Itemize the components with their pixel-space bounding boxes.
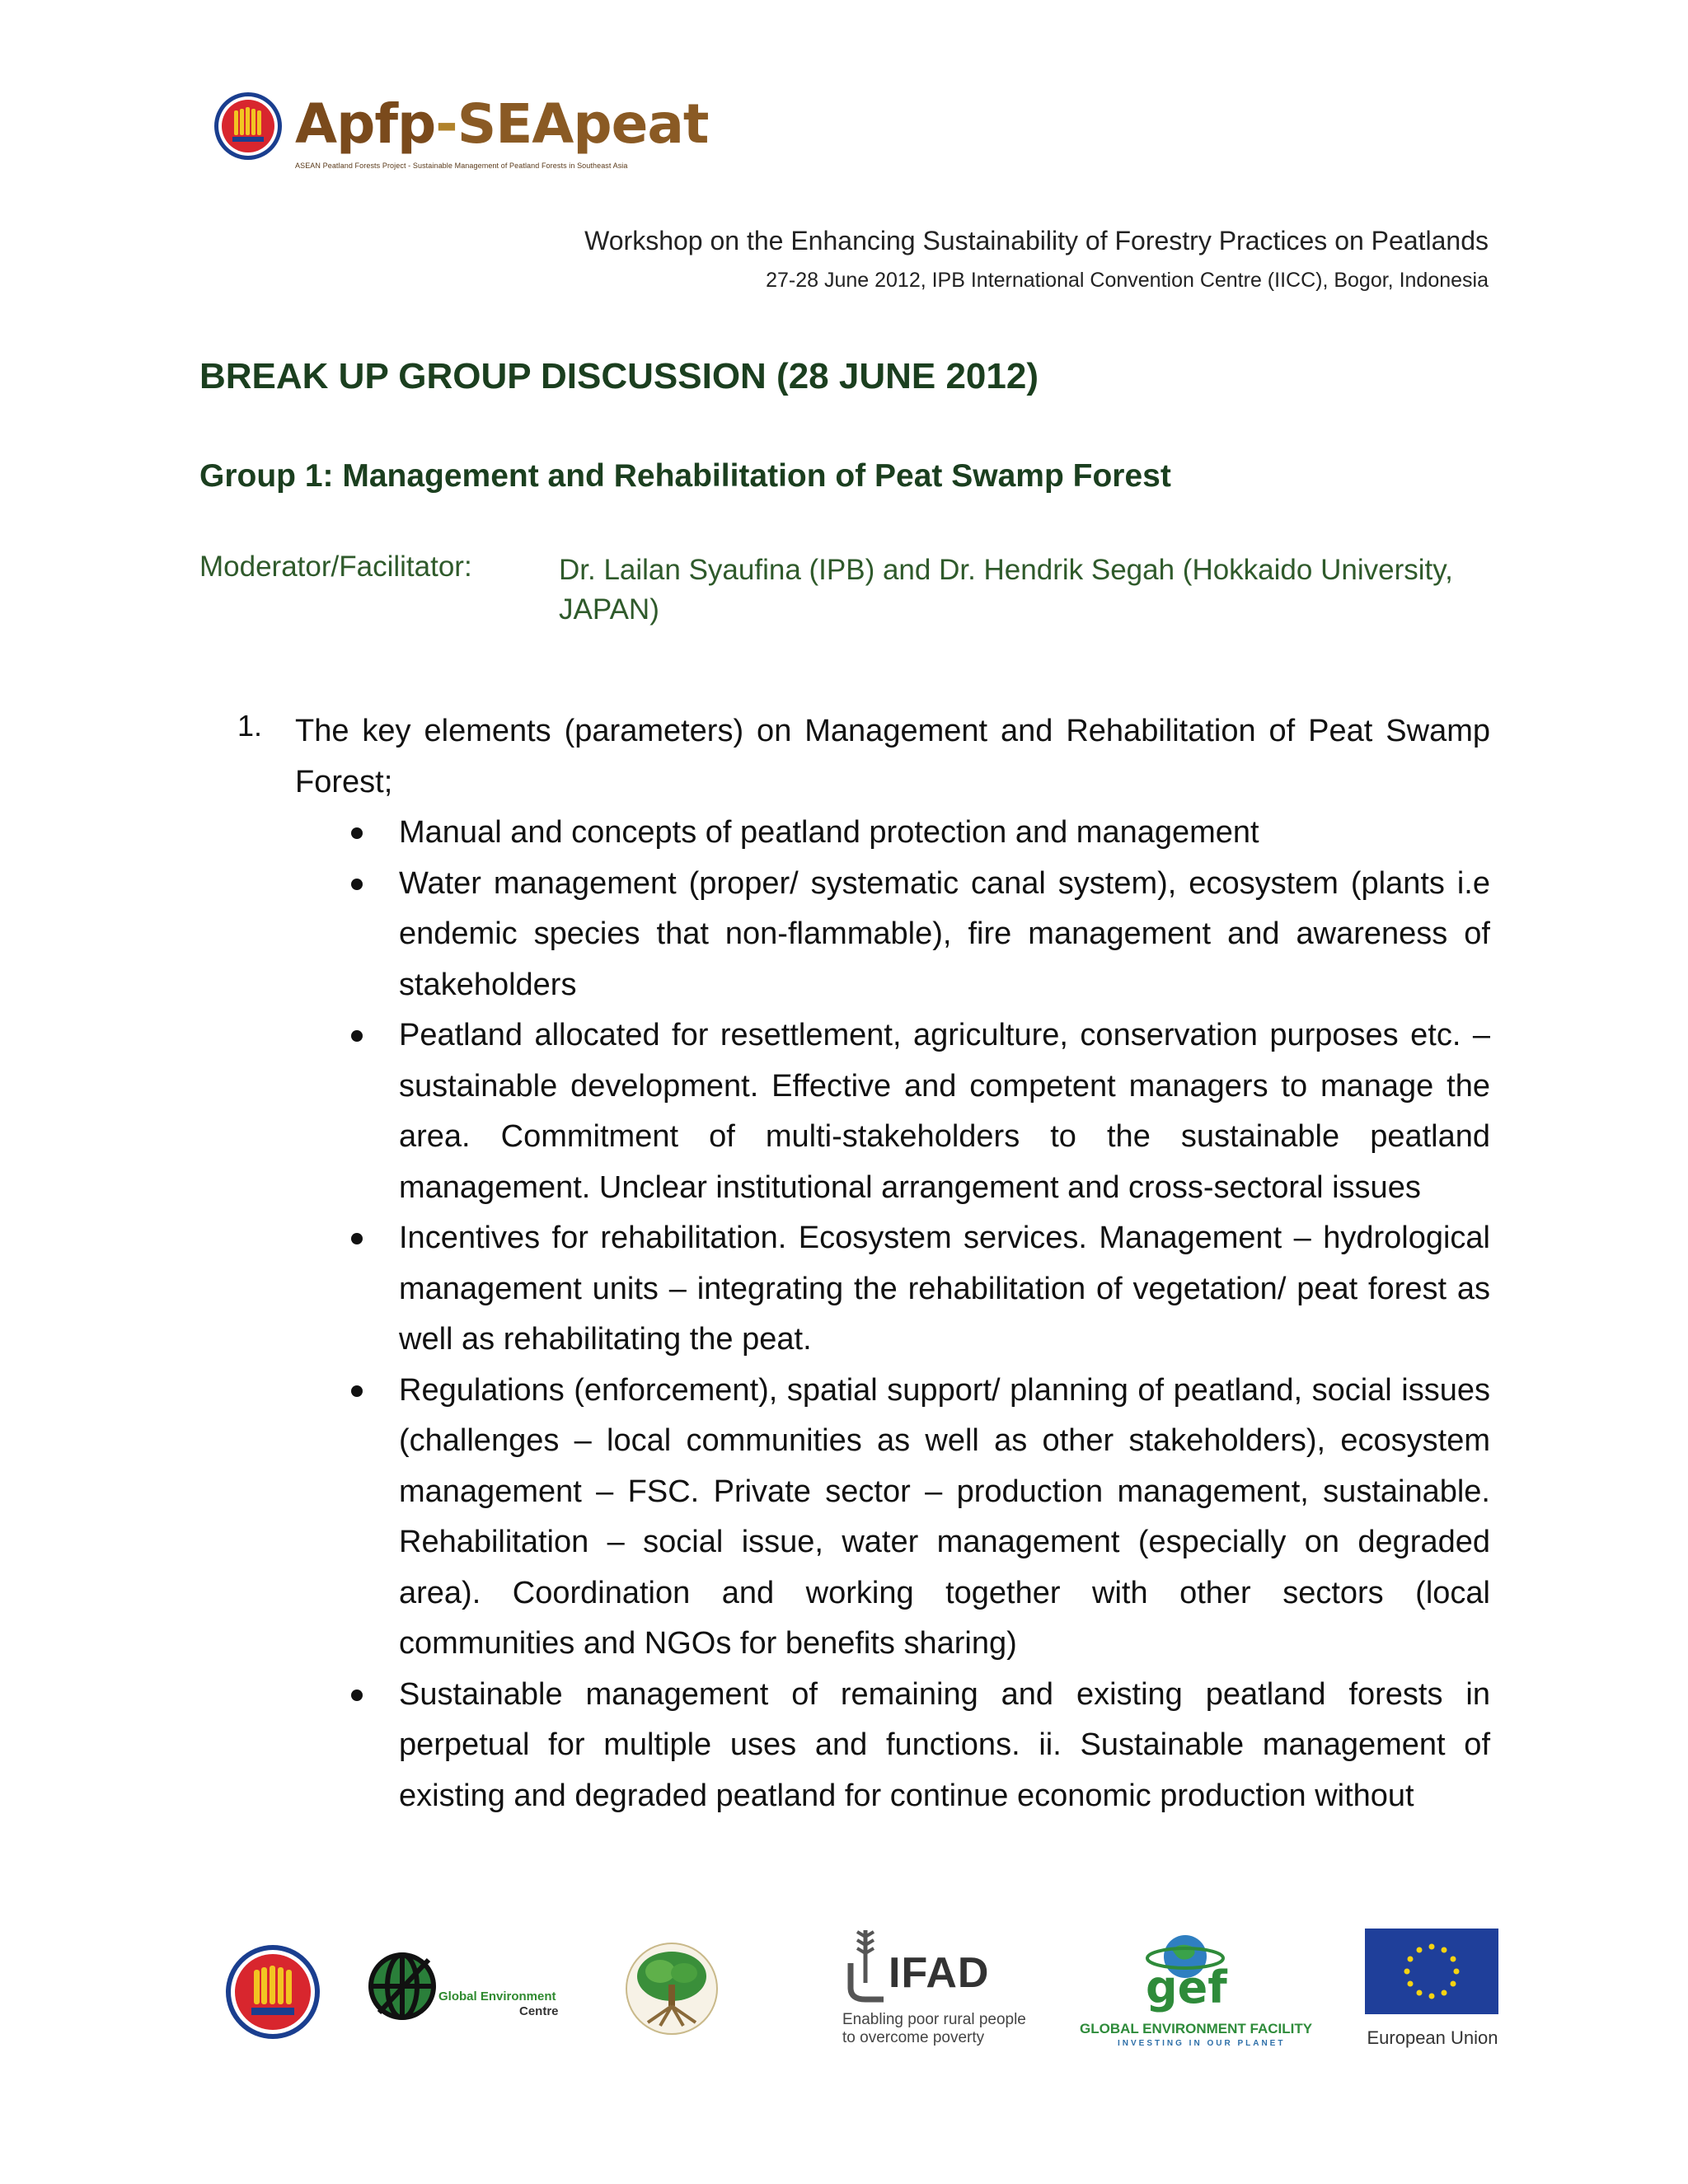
eu-label: European Union (1367, 2027, 1498, 2048)
bullet-text: Water management (proper/ systematic canal system), ecosystem (plants i.e endemic species that non-flammable), fire management and awareness of stakeholders (399, 865, 1490, 1002)
bullet-item (345, 1366, 1490, 1670)
bullet-icon (351, 827, 363, 839)
list-item-text: The key elements (parameters) on Management and Rehabilitation of Peat Swamp Forest; (295, 714, 1490, 799)
logo-wordmark (295, 89, 708, 160)
asean-logo-icon (224, 1943, 321, 2041)
bullet-icon (351, 1385, 363, 1397)
globe-grid-icon (363, 1945, 445, 2027)
bullet-item (345, 1010, 1490, 1213)
eu-star-icon (1442, 1990, 1447, 1996)
bullet-icon (351, 879, 363, 890)
bullet-text: Manual and concepts of peatland protection and management (399, 815, 1259, 850)
list-item-number: 1. (237, 709, 263, 743)
gec-name: Global Environment (438, 1990, 556, 2004)
bullet-text: Incentives for rehabilitation. Ecosystem services. Management – hydrological management units – integrating the rehabilitation of vegetation/ peat forest as well as rehabilitating the peat. (399, 1221, 1490, 1357)
bullet-text: Peatland allocated for resettlement, agriculture, conservation purposes etc. – sustainable development. Effective and competent managers to manage the area. Commitment of multi-stakeholders to the sustainable peatland management. Unclear institutional arrangement and cross-sectoral issues (399, 1018, 1490, 1205)
workshop-title: Workshop on the Enhancing Sustainability of Forestry Practices on Peatlands (584, 226, 1489, 255)
ifad-wordmark: IFAD (889, 1949, 990, 1997)
gec-name-line2: Centre (519, 2004, 559, 2018)
logo-word-seapeat: SEApeat (457, 92, 709, 156)
asean-emblem-icon (213, 91, 284, 162)
bullet-item (345, 1670, 1490, 1822)
bullet-text: Regulations (enforcement), spatial support/ planning of peatland, social issues (challenges – local communities as well as other stakeholders), ecosystem management – FSC. Private sector – production management, sustainable. Rehabilitation – social issue, water management (especially on degraded area). Coordination and working together with other sectors (local communities and NGOs for benefits sharing) (399, 1372, 1490, 1661)
eu-star-icon (1404, 1969, 1410, 1975)
eu-flag-icon (1365, 1929, 1498, 2014)
gef-tagline: INVESTING IN OUR PLANET (1118, 2039, 1286, 2048)
gef-wordmark: gef (1146, 1961, 1227, 2013)
apfp-seapeat-logo (213, 89, 709, 180)
gef-logo (1076, 1929, 1315, 2052)
ifad-tagline-2: to overcome poverty (842, 2029, 985, 2046)
logo-word-apfp: Apfp (295, 92, 436, 156)
wheat-icon (841, 1925, 890, 2004)
european-union-logo (1365, 1929, 1500, 2060)
moderator-value: Dr. Lailan Syaufina (IPB) and Dr. Hendrik Segah (Hokkaido University, JAPAN) (559, 554, 1453, 626)
logo-word-dash: - (435, 92, 457, 156)
eu-star-icon (1429, 1994, 1435, 1999)
bullet-icon (351, 1233, 363, 1244)
bullet-item (345, 808, 1490, 859)
main-heading: BREAK UP GROUP DISCUSSION (28 JUNE 2012) (199, 356, 1039, 396)
bullet-icon (351, 1030, 363, 1042)
eu-star-icon (1429, 1944, 1435, 1950)
eu-star-icon (1454, 1969, 1460, 1975)
eu-star-icon (1417, 1990, 1423, 1996)
moderator-label: Moderator/Facilitator: (199, 551, 472, 583)
gef-name: GLOBAL ENVIRONMENT FACILITY (1080, 2021, 1313, 2036)
eu-star-icon (1442, 1947, 1447, 1953)
ifad-tagline-1: Enabling poor rural people (842, 2011, 1026, 2028)
bullet-list (345, 808, 1490, 1821)
bullet-text: Sustainable management of remaining and existing peatland forests in perpetual for multiple uses and functions. ii. Sustainable management of existing and degraded peatland for continue economic production without (399, 1676, 1490, 1813)
tree-logo-icon (623, 1940, 720, 2037)
eu-star-icon (1417, 1947, 1423, 1953)
workshop-subtitle: 27-28 June 2012, IPB International Convention Centre (IICC), Bogor, Indonesia (766, 269, 1489, 292)
bullet-icon (351, 1690, 363, 1701)
eu-star-icon (1451, 1981, 1456, 1987)
bullet-item (345, 1213, 1490, 1366)
global-environment-centre-logo (363, 1945, 593, 2027)
eu-star-icon (1408, 1981, 1414, 1987)
group-heading: Group 1: Management and Rehabilitation of Peat Swamp Forest (199, 458, 1171, 494)
eu-star-icon (1408, 1957, 1414, 1962)
eu-star-icon (1451, 1957, 1456, 1962)
ifad-logo (841, 1925, 1047, 2049)
logo-tagline: ASEAN Peatland Forests Project - Sustainable Management of Peatland Forests in Southeast Asia (295, 162, 628, 170)
bullet-item (345, 859, 1490, 1011)
